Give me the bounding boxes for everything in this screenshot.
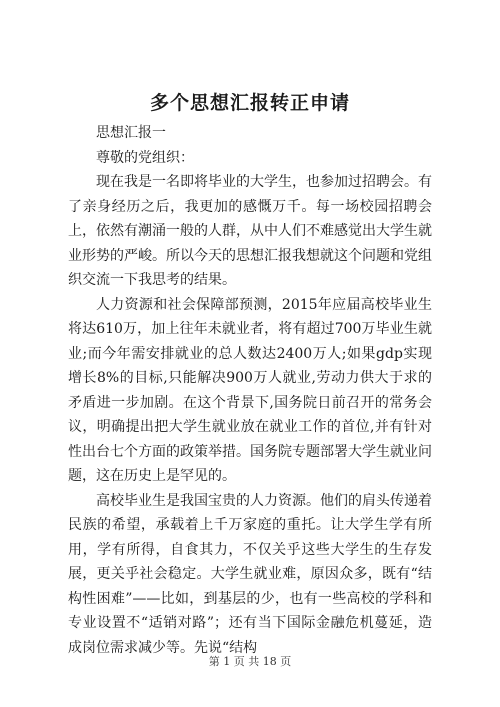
document-body (68, 121, 432, 660)
paragraph: 尊敬的党组织： (96, 149, 194, 166)
paragraph: 思想汇报一 (96, 125, 166, 141)
paragraph: 高校毕业生是我国宝贵的人力资源。他们的肩头传递着民族的希望，承载着上千万家庭的重托。让大学生学有所用，学有所得，自食其力，不仅关乎这些大学生的生存发展，更关乎社会稳定。大学生就业难，原因众多，既有“结构性困难”——比如，到基层的少，也有一些高校的学科和专业设置不“适销对路”；还有当下国际金融危机蔓延，造成岗位需求减少等。先说“结构 (68, 492, 432, 656)
paragraph: 人力资源和社会保障部预测，2015年应届高校毕业生将达610万，加上往年未就业者，将有超过700万毕业生就业;而今年需安排就业的总人数达2400万人;如果gdp实现增长8%的目标,只能解决900万人就业,劳动力供大于求的矛盾进一步加剧。在这个背景下,国务院日前召开的常务会议，明确提出把大学生就业放在就业工作的首位,并有针对性出台七个方面的政策举措。国务院专题部署大学生就业问题，这在历史上是罕见的。 (68, 296, 432, 484)
page-footer: 第 1 页 共 18 页 (208, 655, 292, 668)
paragraph: 现在我是一名即将毕业的大学生，也参加过招聘会。有了亲身经历之后，我更加的感慨万千。每一场校园招聘会上，依然有潮涌一般的人群，从中人们不难感觉出大学生就业形势的严峻。所以今天的思想汇报我想就这个问题和党组织交流一下我思考的结果。 (68, 174, 432, 288)
document-title: 多个思想汇报转正申请 (149, 92, 350, 114)
